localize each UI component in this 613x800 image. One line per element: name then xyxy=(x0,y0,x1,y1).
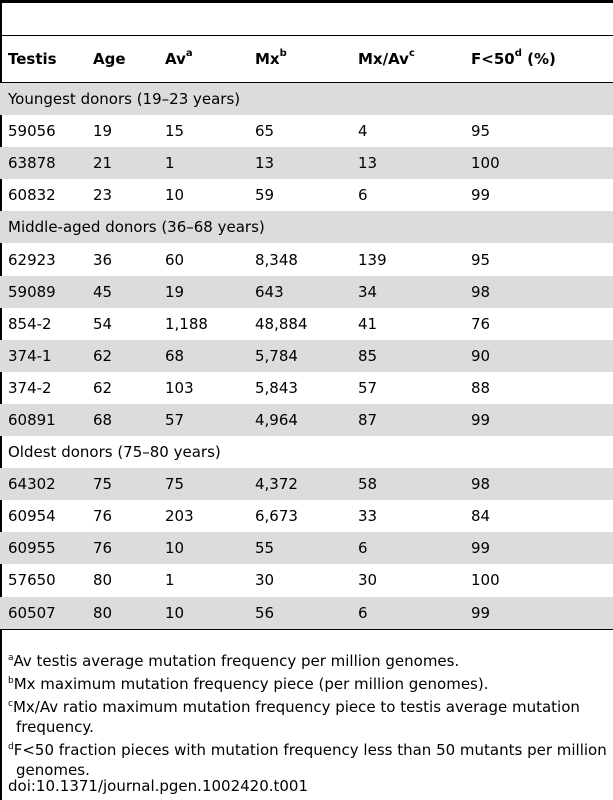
footnotes xyxy=(8,648,613,780)
column-header: Age xyxy=(85,36,157,83)
table-cell: 34 xyxy=(350,276,463,308)
table-cell: 62 xyxy=(93,378,113,397)
group-title: Oldest donors (75–80 years) xyxy=(8,443,221,462)
table-cell: 64302 xyxy=(0,468,85,500)
column-header: Testis xyxy=(0,36,85,83)
table-cell: 30 xyxy=(255,571,275,590)
table-cell: 854-2 xyxy=(8,314,52,333)
table-cell: 76 xyxy=(471,314,491,333)
table-cell: 57 xyxy=(157,404,247,436)
table-cell: 75 xyxy=(157,468,247,500)
table-cell: 21 xyxy=(85,147,157,179)
table-row xyxy=(0,115,613,147)
table-row xyxy=(0,308,613,340)
table-cell: 10 xyxy=(165,186,185,205)
table-cell: 62923 xyxy=(8,250,56,269)
footnote: $^a$Av testis average mutation frequency per million genomes. xyxy=(8,652,460,670)
table-row xyxy=(0,276,613,308)
table-cell: 4,372 xyxy=(247,468,350,500)
table-row xyxy=(0,404,613,436)
table-cell: 55 xyxy=(247,532,350,564)
table-cell: 100 xyxy=(471,571,500,590)
table-cell: 80 xyxy=(93,571,113,590)
table-cell: 13 xyxy=(350,147,463,179)
group-heading-row xyxy=(0,436,613,468)
column-header: $F<50^d$ (%) xyxy=(463,36,613,83)
table-cell: 23 xyxy=(93,186,113,205)
table-cell: 374-2 xyxy=(8,378,52,397)
table-cell: 76 xyxy=(93,507,113,526)
table-cell: 33 xyxy=(358,507,378,526)
table-row xyxy=(0,179,613,211)
table-cell: 10 xyxy=(157,597,247,630)
table-cell: 48,884 xyxy=(255,314,308,333)
table-row xyxy=(0,500,613,532)
table-row xyxy=(0,564,613,596)
table-cell: 19 xyxy=(93,122,113,141)
table-cell: 68 xyxy=(157,340,247,372)
table-cell: 5,784 xyxy=(247,340,350,372)
table-cell: 15 xyxy=(165,122,185,141)
table-cell: 85 xyxy=(350,340,463,372)
table-cell: 59056 xyxy=(8,122,56,141)
table-cell: 60 xyxy=(165,250,185,269)
table-cell: 56 xyxy=(247,597,350,630)
table-cell: 36 xyxy=(93,250,113,269)
table-cell: 99 xyxy=(471,186,491,205)
column-header: Av$^a$ xyxy=(157,36,247,83)
table-cell: 643 xyxy=(247,276,350,308)
table-cell: 60955 xyxy=(0,532,85,564)
table-cell: 374-1 xyxy=(0,340,85,372)
table-cell: 5,843 xyxy=(255,378,298,397)
table-cell: 76 xyxy=(85,532,157,564)
table-cell: 45 xyxy=(85,276,157,308)
table-cell: 80 xyxy=(85,597,157,630)
table-cell: 59 xyxy=(255,186,275,205)
group-title: Middle-aged donors (36–68 years) xyxy=(0,211,613,243)
table-cell: 84 xyxy=(471,507,491,526)
table-row xyxy=(0,147,613,179)
table-cell: 88 xyxy=(471,378,491,397)
top-border xyxy=(0,0,613,3)
group-heading-row xyxy=(0,83,613,116)
table-cell: 60891 xyxy=(0,404,85,436)
table-cell: 6 xyxy=(350,597,463,630)
table-cell: 13 xyxy=(247,147,350,179)
doi-text: doi:10.1371/journal.pgen.1002420.t001 xyxy=(8,777,309,795)
table-cell: 65 xyxy=(255,122,275,141)
table-cell: 57 xyxy=(358,378,378,397)
table-cell: 30 xyxy=(358,571,378,590)
table-cell: 58 xyxy=(350,468,463,500)
table-cell: 4 xyxy=(358,122,368,141)
table-cell: 1 xyxy=(157,147,247,179)
table-cell: 4,964 xyxy=(247,404,350,436)
table-cell: 60832 xyxy=(8,186,56,205)
table-cell: 99 xyxy=(463,404,613,436)
table-cell: 99 xyxy=(463,597,613,630)
table-cell: 6 xyxy=(350,532,463,564)
table-cell: 95 xyxy=(471,122,491,141)
table-cell: 75 xyxy=(85,468,157,500)
table-cell: 99 xyxy=(463,532,613,564)
table-body xyxy=(0,83,613,630)
table-cell: 1,188 xyxy=(165,314,208,333)
footnote: $^c$Mx/Av ratio maximum mutation frequency piece to testis average mutation frequency. xyxy=(8,698,580,736)
table-cell: 57650 xyxy=(8,571,56,590)
table-cell: 19 xyxy=(157,276,247,308)
table-cell: 62 xyxy=(85,340,157,372)
table-cell: 100 xyxy=(463,147,613,179)
table-cell: 139 xyxy=(358,250,387,269)
table-cell: 98 xyxy=(463,276,613,308)
table-cell: 87 xyxy=(350,404,463,436)
mutation-frequency-table xyxy=(0,35,613,630)
table-row xyxy=(0,243,613,275)
footnote: $^b$Mx maximum mutation frequency piece (per million genomes). xyxy=(8,675,489,693)
table-cell: 59089 xyxy=(0,276,85,308)
table-cell: 63878 xyxy=(0,147,85,179)
table-cell: 203 xyxy=(165,507,194,526)
table-row xyxy=(0,340,613,372)
table-cell: 60954 xyxy=(8,507,56,526)
table-cell: 98 xyxy=(463,468,613,500)
header-row xyxy=(0,36,613,83)
column-header: Mx$^b$ xyxy=(247,36,350,83)
column-header: Mx/Av$^c$ xyxy=(350,36,463,83)
table-cell: 6,673 xyxy=(255,507,298,526)
table-cell: 6 xyxy=(358,186,368,205)
table-cell: 103 xyxy=(165,378,194,397)
group-heading-row xyxy=(0,211,613,243)
footnote: $^d$F<50 fraction pieces with mutation frequency less than 50 mutants per million genomes. xyxy=(8,741,607,779)
table-cell: 68 xyxy=(85,404,157,436)
table-row xyxy=(0,468,613,500)
table-cell: 8,348 xyxy=(255,250,298,269)
table-cell: 10 xyxy=(157,532,247,564)
table-cell: 90 xyxy=(463,340,613,372)
table-cell: 54 xyxy=(93,314,113,333)
table-cell: 1 xyxy=(165,571,175,590)
group-title: Youngest donors (19–23 years) xyxy=(0,83,613,116)
table-cell: 95 xyxy=(471,250,491,269)
table-row xyxy=(0,597,613,630)
table-cell: 41 xyxy=(358,314,378,333)
table-row xyxy=(0,532,613,564)
table-cell: 60507 xyxy=(0,597,85,630)
table-row xyxy=(0,372,613,404)
